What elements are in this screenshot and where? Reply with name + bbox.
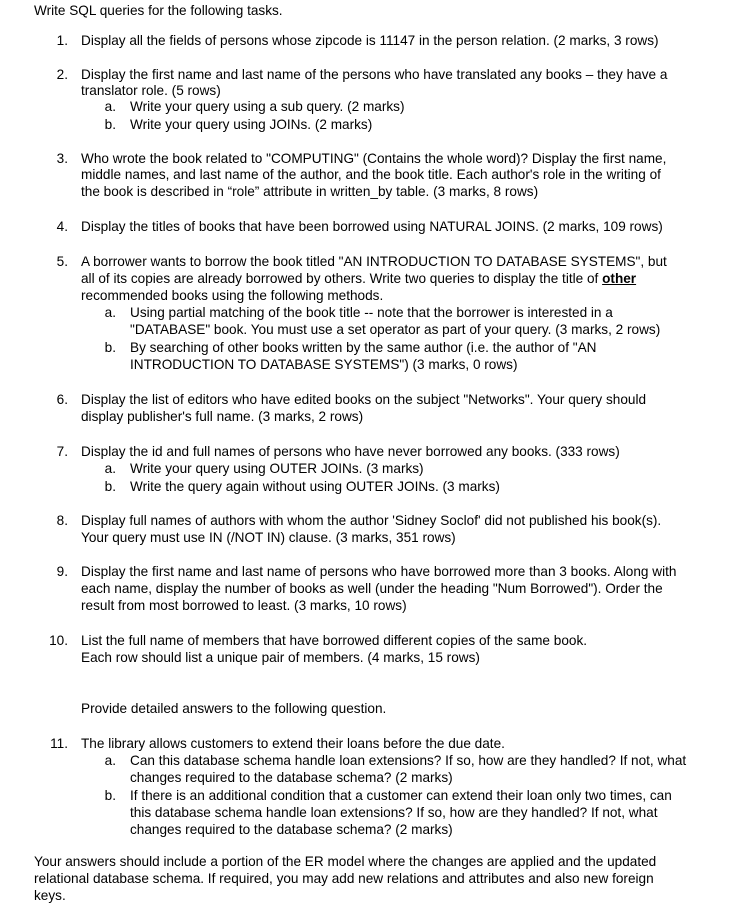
question-text: each name, display the number of books as well (under the heading "Num Borrowed"). Order the: [81, 581, 663, 596]
sub-question-text: changes required to the database schema? (2 marks): [130, 770, 453, 785]
sub-question-letter: b.: [104, 788, 116, 803]
intro-heading: Write SQL queries for the following tasks.: [34, 3, 283, 18]
sub-question-text: "DATABASE" book. You must use a set operator as part of your query. (3 marks, 2 rows): [130, 322, 661, 337]
closing-text: keys.: [34, 888, 66, 903]
closing-text: relational database schema. If required, you may add new relations and attributes and also new foreign: [34, 871, 654, 886]
emphasized-word: other: [602, 271, 637, 286]
question-text: recommended books using the following methods.: [81, 288, 384, 303]
question-text: Display the first name and last name of persons who have borrowed more than 3 books. Along with: [81, 564, 677, 579]
question-text: Display full names of authors with whom the author 'Sidney Soclof' did not published his book(s).: [81, 513, 662, 528]
sub-question-letter: a.: [104, 99, 116, 114]
section-heading: Provide detailed answers to the following question.: [81, 701, 387, 716]
question-text: result from most borrowed to least. (3 marks, 10 rows): [81, 598, 407, 613]
question-number: 9.: [56, 564, 68, 579]
sub-question-text: this database schema handle loan extensions? If so, how are they handled? If not, what: [130, 805, 658, 820]
question-text: List the full name of members that have borrowed different copies of the same book.: [81, 633, 588, 648]
sub-question-letter: b.: [104, 479, 116, 494]
sub-question-text: Using partial matching of the book title -- note that the borrower is interested in a: [130, 305, 613, 320]
question-number: 7.: [56, 444, 68, 459]
question-text: the book is described in “role” attribute in written_by table. (3 marks, 8 rows): [81, 184, 539, 199]
question-text: Display the list of editors who have edited books on the subject "Networks". Your query should: [81, 392, 647, 407]
sub-question-text: changes required to the database schema? (2 marks): [130, 822, 453, 837]
question-number: 11.: [50, 736, 68, 751]
question-text: The library allows customers to extend their loans before the due date.: [81, 736, 505, 751]
sub-question-letter: a.: [104, 461, 116, 476]
question-number: 1.: [56, 33, 68, 48]
sub-question-text: Write your query using a sub query. (2 marks): [130, 99, 405, 114]
question-number: 4.: [56, 219, 68, 234]
question-text: Who wrote the book related to "COMPUTING" (Contains the whole word)? Display the first name,: [81, 151, 667, 166]
sub-question-text: Write your query using JOINs. (2 marks): [130, 117, 373, 132]
sub-question-text: If there is an additional condition that a customer can extend their loan only two times, can: [130, 788, 672, 803]
sub-question-text: INTRODUCTION TO DATABASE SYSTEMS") (3 marks, 0 rows): [130, 357, 518, 372]
sub-question-letter: a.: [104, 753, 116, 768]
closing-text: Your answers should include a portion of the ER model where the changes are applied and the updated: [34, 854, 657, 869]
question-number: 10.: [49, 633, 68, 648]
question-text-part: all of its copies are already borrowed by others. Write two queries to display the title of: [81, 271, 603, 286]
sub-question-letter: b.: [104, 340, 116, 355]
question-number: 8.: [56, 513, 68, 528]
question-text: Each row should list a unique pair of members. (4 marks, 15 rows): [81, 650, 480, 665]
question-text: A borrower wants to borrow the book titled "AN INTRODUCTION TO DATABASE SYSTEMS", but: [81, 254, 667, 269]
question-number: 6.: [56, 392, 68, 407]
sub-question-text: Write the query again without using OUTER JOINs. (3 marks): [130, 479, 500, 494]
question-number: 2.: [56, 67, 68, 82]
question-text: Your query must use IN (/NOT IN) clause. (3 marks, 351 rows): [81, 530, 456, 545]
question-number: 5.: [56, 254, 68, 269]
question-text: Display all the fields of persons whose zipcode is 11147 in the person relation. (2 marks, 3 rows): [81, 33, 659, 48]
sub-question-letter: b.: [104, 117, 116, 132]
question-text: Display the first name and last name of the persons who have translated any books – they have a: [81, 67, 668, 82]
sub-question-text: Write your query using OUTER JOINs. (3 marks): [130, 461, 424, 476]
question-text: Display the titles of books that have been borrowed using NATURAL JOINS. (2 marks, 109 rows): [81, 219, 663, 234]
sub-question-text: By searching of other books written by the same author (i.e. the author of "AN: [130, 340, 597, 355]
question-text: middle names, and last name of the author, and the book title. Each author's role in the writing of: [81, 167, 661, 182]
question-text: translator role. (5 rows): [81, 83, 221, 98]
question-text: [81, 270, 636, 288]
sub-question-letter: a.: [104, 305, 116, 320]
question-number: 3.: [56, 151, 68, 166]
question-text: Display the id and full names of persons who have never borrowed any books. (333 rows): [81, 444, 620, 459]
question-text: display publisher's full name. (3 marks, 2 rows): [81, 409, 364, 424]
sub-question-text: Can this database schema handle loan extensions? If so, how are they handled? If not, what: [130, 753, 687, 768]
